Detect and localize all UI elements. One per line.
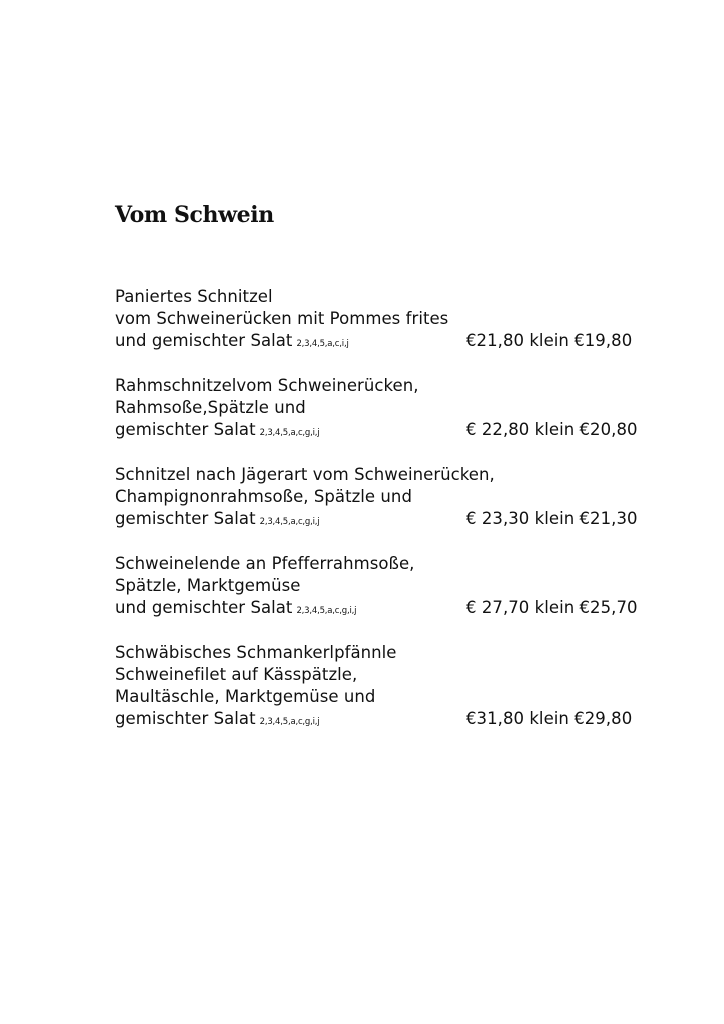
item-side-text: und gemischter Salat: [115, 331, 293, 350]
item-side-text: gemischter Salat: [115, 509, 256, 528]
menu-item-rahmschnitzel: [115, 375, 675, 441]
item-side-text: gemischter Salat: [115, 420, 256, 439]
item-description-line: Champignonrahmsoße, Spätzle und: [115, 487, 412, 506]
allergen-codes: 2,3,4,5,a,c,g,i,j: [259, 428, 320, 438]
item-description-line: Rahmsoße,Spätzle und: [115, 398, 306, 417]
item-name-line: Schnitzel nach Jägerart vom Schweinerücken,: [115, 465, 495, 484]
menu-item-jaegerschnitzel: [115, 464, 675, 530]
item-name-line: Schwäbisches Schmankerlpfännle: [115, 643, 397, 662]
item-side-text: und gemischter Salat: [115, 598, 293, 617]
menu-item-schweinelende: [115, 553, 675, 619]
menu-item-paniertes-schnitzel: [115, 286, 675, 352]
item-price: € 22,80 klein €20,80: [466, 420, 638, 439]
allergen-codes: 2,3,4,5,a,c,g,i,j: [296, 606, 357, 616]
item-price: € 27,70 klein €25,70: [466, 598, 638, 617]
item-last-line: [115, 508, 675, 530]
section-title: Vom Schwein: [115, 202, 274, 228]
item-name-line: Schweinelende an Pfefferrahmsoße,: [115, 554, 415, 573]
item-description-line: Maultäschle, Marktgemüse und: [115, 687, 376, 706]
item-price: €31,80 klein €29,80: [466, 709, 633, 728]
item-description-line: Schweinefilet auf Kässpätzle,: [115, 665, 358, 684]
item-last-line: [115, 597, 675, 619]
item-price: € 23,30 klein €21,30: [466, 509, 638, 528]
item-description-line: vom Schweinerücken mit Pommes frites: [115, 309, 449, 328]
item-price: €21,80 klein €19,80: [466, 331, 633, 350]
item-last-line: [115, 330, 675, 352]
allergen-codes: 2,3,4,5,a,c,g,i,j: [259, 717, 320, 727]
menu-item-schmankerlpfaennle: [115, 642, 675, 730]
allergen-codes: 2,3,4,5,a,c,i,j: [296, 339, 349, 349]
item-last-line: [115, 419, 675, 441]
item-name-line: Paniertes Schnitzel: [115, 287, 273, 306]
item-last-line: [115, 708, 675, 730]
item-description-line: Spätzle, Marktgemüse: [115, 576, 301, 595]
item-side-text: gemischter Salat: [115, 709, 256, 728]
allergen-codes: 2,3,4,5,a,c,g,i,j: [259, 517, 320, 527]
item-name-line: Rahmschnitzelvom Schweinerücken,: [115, 376, 419, 395]
